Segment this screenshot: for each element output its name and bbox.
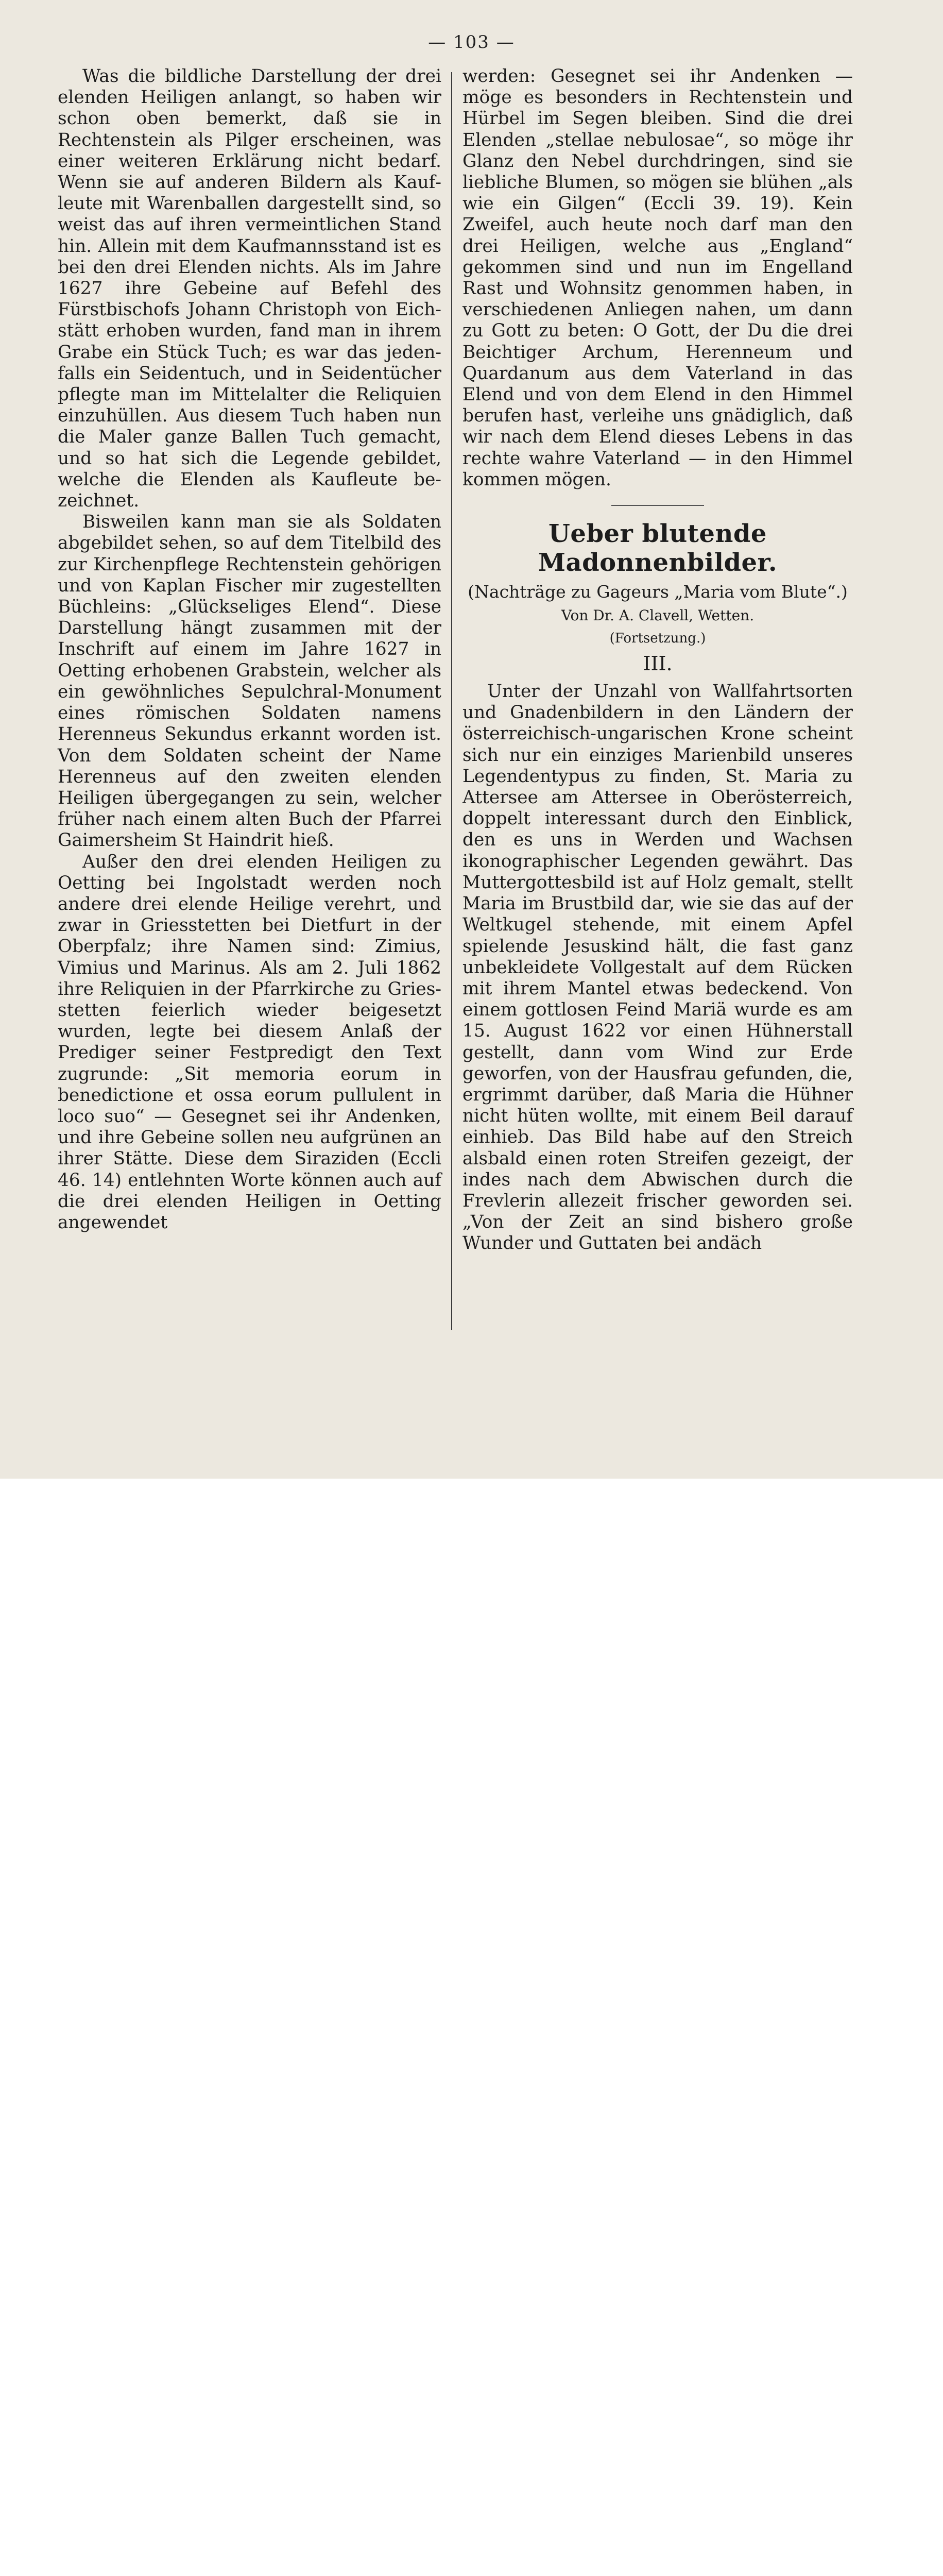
column-divider — [451, 72, 452, 1330]
left-paragraph-3: Außer den drei elenden Heiligen zu Oetting bei Ingolstadt werden noch andere drei elende Heilige verehrt, und zwar in Griesstetten bei Dietfurt in der Oberpfalz; ihre Namen sind: Zimius, Vimius und Marinus. Als am 2. Juli 1862 ihre Reliquien in der Pfarrkirche zu Griesstetten feierlich wieder beigesetzt wurden, legte bei diesem Anlaß der Prediger seiner Festpredigt den Text zugrunde: „Sit memoria eorum in benedictione et ossa eorum pullulent in loco suo“ — Gesegnet sei ihr Andenken, und ihre Gebeine sollen neu aufgrünen an ihrer Stätte. Diese dem Siraziden (Eccli 46. 14) entlehnten Worte können auch auf die drei elenden Heiligen in Oetting angewendet — [58, 851, 441, 1233]
article-part-number: III. — [643, 652, 673, 675]
right-column — [462, 66, 853, 1255]
right-continuation-paragraph: werden: Gesegnet sei ihr Andenken — möge es besonders in Rechtenstein und Hürbel im Segen bleiben. Sind die drei Elenden „stellae nebulosae“, so möge ihr Glanz den Nebel durchdringen, sind sie liebliche Blumen, so mögen sie blühen „als wie ein Gilgen“ (Eccli 39. 19). Kein Zweifel, auch heute noch darf man den drei Heiligen, welche aus „England“ gekommen sind und nun im Engelland Rast und Wohnsitz genommen haben, in verschiedenen Anliegen nahen, um dann zu Gott zu beten: O Gott, der Du die drei Beichtiger Archum, Herenneum und Quardanum aus dem Vaterland in das Elend und von dem Elend in den Himmel berufen hast, verleihe uns gnädiglich, daß wir nach dem Elend dieses Lebens in das rechte wahre Vaterland — in den Himmel kommen mögen. — [462, 66, 853, 490]
article-paragraph-1: Unter der Unzahl von Wallfahrtsorten und Gnadenbildern in den Ländern der österreichisch-ungarischen Krone scheint sich nur ein einziges Marienbild unseres Legendentypus zu finden, St. Maria zu Attersee am Attersee in Oberösterreich, doppelt interessant durch den Einblick, den es uns in Werden und Wachsen ikonographischer Legenden gewährt. Das Muttergottesbild ist auf Holz gemalt, stellt Maria im Brustbild dar, wie sie das auf der Weltkugel stehende, mit einem Apfel spielende Jesuskind hält, die fast ganz unbekleidete Vollgestalt auf dem Rücken mit ihrem Mantel etwas bedeckend. Von einem gottlosen Feind Mariä wurde es am 15. August 1622 vor einen Hühnerstall gestellt, dann vom Wind zur Erde geworfen, von der Hausfrau gefunden, die, ergrimmt darüber, daß Maria die Hühner nicht hüten wollte, mit einem Beil darauf einhieb. Das Bild habe auf den Streich alsbald einen roten Streifen gezeigt, der indes nach dem Abwischen durch die Frevlerin allezeit frischer geworden sei. „Von der Zeit an sind bishero große Wunder und Guttaten bei andäch — [462, 681, 853, 1254]
article-title: Ueber blutende Madonnenbilder. — [538, 519, 778, 578]
left-paragraph-1: Was die bildliche Darstellung der drei elenden Heiligen anlangt, so haben wir schon oben bemerkt, daß sie in Rechtenstein als Pilger erscheinen, was einer weiteren Erklärung nicht bedarf. Wenn sie auf anderen Bildern als Kaufleute mit Warenballen dargestellt sind, so weist das auf ihren vermeintlichen Stand hin. Allein mit dem Kaufmannsstand ist es bei den drei Elenden nichts. Als im Jahre 1627 ihre Gebeine auf Befehl des Fürstbischofs Johann Christoph von Eichstätt erhoben wurden, fand man in ihrem Grabe ein Stück Tuch; es war das jedenfalls ein Seidentuch, und in Seidentücher pflegte man im Mittelalter die Reliquien einzuhüllen. Aus diesem Tuch haben nun die Maler ganze Ballen Tuch gemacht, und so hat sich die Legende gebildet, welche die Elenden als Kaufleute bezeichnet. — [58, 66, 441, 512]
left-paragraph-2: Bisweilen kann man sie als Soldaten abgebildet sehen, so auf dem Titelbild des zur Kirchenpflege Rechtenstein gehörigen und von Kaplan Fischer mir zugestellten Büchleins: „Glückseliges Elend“. Diese Darstellung hängt zusammen mit der Inschrift auf einem im Jahre 1627 in Oetting erhobenen Grabstein, welcher als ein gewöhnliches Sepulchral-Monument eines römischen Soldaten namens Herenneus Sekundus erkannt worden ist. Von dem Soldaten scheint der Name Herenneus auf den zweiten elenden Heiligen übergegangen zu sein, welcher früher nach einem alten Buch der Pfarrei Gaimersheim St Haindrit hieß. — [58, 512, 441, 851]
section-divider — [611, 505, 704, 506]
article-author: Von Dr. A. Clavell, Wetten. — [561, 607, 755, 624]
article-subtitle: (Nachträge zu Gageurs „Maria vom Blute“.) — [468, 582, 848, 602]
left-column — [58, 66, 441, 1233]
page-number: — 103 — — [428, 32, 515, 53]
footer-bar — [0, 1479, 943, 1548]
article-continuation-note: (Fortsetzung.) — [609, 631, 706, 647]
